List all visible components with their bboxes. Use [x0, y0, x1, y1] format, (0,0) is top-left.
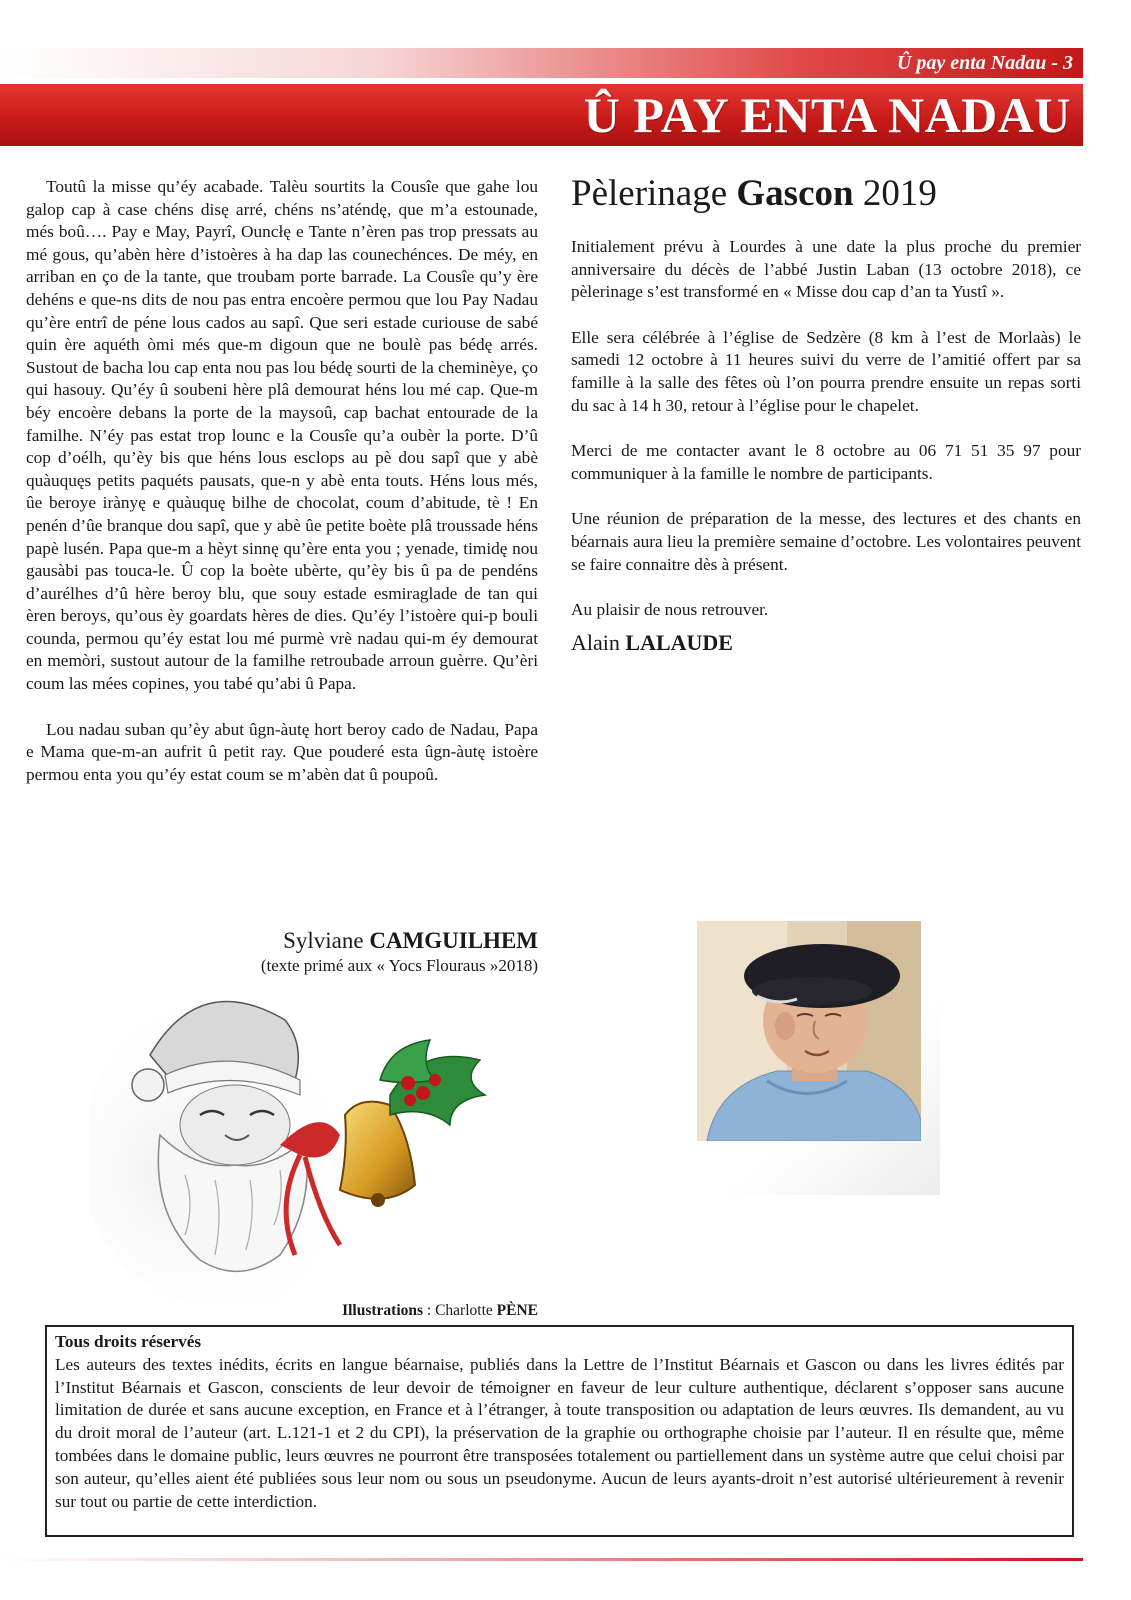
pilgrimage-paragraph-2: Elle sera célébrée à l’église de Sedzère (8 km à l’est de Morlaàs) le samedi 12 octobre à 11 heures suivi du verre de l’amitié offert par sa famille à la salle des fêtes où l’on pourra prendre ensuite un repas sorti du sac à 14 h 30, retour à l’église pour le chapelet.	[571, 327, 1081, 415]
page-title: Û PAY ENTA NADAU	[583, 87, 1071, 143]
pilgrimage-paragraph-4: Une réunion de préparation de la messe, des lectures et des chants en béarnais aura lieu la première semaine d’octobre. Les volontaires peuvent se faire connaitre dès à présent.	[571, 509, 1081, 574]
pilgrimage-paragraph-5: Au plaisir de nous retrouver.	[571, 600, 769, 620]
pilgrimage-column	[571, 172, 1081, 656]
pilgrimage-title: Pèlerinage Gascon 2019	[571, 173, 937, 214]
story-paragraph-1: Toutû la misse qu’éy acabade. Talèu sourtits la Cousîe que gahe lou galop cap à case chéns disę arré, chéns ns’aténdę, que m’a estounade, més boû…. Pay e May, Payrî, Ouncłę e Tante n’èren pas trop pressats au mé gous, qu’abèn hère d’istoères à ha dap las counechénces. De méy, en arriban en ço de la tante, que troubam porte barrade. La Cousîe qu’y ère dehéns e que-ns dits de nou pas entra encoère permou que lou Pay Nadau qu’ère entrî de péne lous cados au sapî. Que seri estade curiouse de sabé quin ère aquéth òmi més que-m digoun que ne boulè pas bédę arrés. Sustout de bacha lou cap enta nou pas lou bédę sourti de la cheminèye, ço qui hasouy. Qu’éy û soubeni hère plâ demourat héns lou mé cap. Que-m béy encoère debans la porte de la maysoû, cap bachat entourade de la familhe. N’éy pas estat trop lounc e la Cousîe qu’a oubèr la porte. D’û cop d’oélh, qu’èy bis que héns lous esclops au pè dou sapî que y abè quàuquęs petits paquéts pausats, que-n y abè enta touts. Héns lous més, ûe beroye irànyę e quàuquę bilhe de chocolat, coum d’abitude, tè ! En penén d’ûe branque dou sapî, que y abè ûe petite boète plâ troussade héns papè lusén. Papa que-m a hèyt sinnę qu’ère enta you ; yenade, timidę nou gausàbi pas touca-le. Û cop la boète ubèrte, qu’èy bis û pa de pendéns d’aurélhes d’û hère beroy blu, que souy estade esmiraglade de tan qui èren beroys, qu’ous èy goardats hères de dies. Qu’éy l’istoère qui-p bouli counda, permou qu’éy estat lou mé purmè vrè nadau qui-m éy demourat en memòri, sustout autour de la familhe retroubade arroun guèrre. Qu’èri coum las mées copines, you tabé qu’abi û Papa.	[26, 177, 538, 694]
story-column	[26, 176, 538, 809]
story-paragraph-2: Lou nadau suban qu’èy abut ûgn-àutę hort beroy cado de Nadau, Papa e Mama que-m-an aufrit û petit ray. Que pouderé esta ûgn-àutę istoère permou enta you qu’éy estat coum se m’abèn dat û poupoû.	[26, 719, 538, 784]
header-strip	[0, 48, 1083, 78]
santa-illustration-svg	[90, 985, 530, 1305]
rights-title: Tous droits réservés	[55, 1332, 202, 1351]
title-band	[0, 84, 1083, 146]
rights-body: Les auteurs des textes inédits, écrits en langue béarnaise, publiés dans la Lettre de l’Institut Béarnais et Gascon ou dans les livres édités par l’Institut Béarnais et Gascon, conscients de leur devoir de témoigner en faveur de leur culture authentique, déclarent s’opposer sans aucune limitation de durée et sans aucune exception, en France et à l’étranger, à toute transposition ou adaptation de leurs œuvres. Ils demandent, au vu du droit moral de l’auteur (art. L.121-1 et 2 du CPI), la préservation de la graphie ou orthographe choisie par l’auteur. Il en résulte que, même tombées dans le domaine public, leurs œuvres ne pourront être transposées totalement ou partiellement dans un système autre que celui choisi par son auteur, qu’elles aient été publiées sous leur nom ou sous un pseudonyme. Aucun de leurs ayants-droit n’est autorisé ultérieurement à revenir sur tout ou partie de cette interdiction.	[55, 1354, 1064, 1511]
pilgrimage-paragraph-3: Merci de me contacter avant le 8 octobre au 06 71 51 35 97 pour communiquer à la famille le nombre de participants.	[571, 441, 1081, 483]
portrait-photo	[697, 921, 921, 1141]
page-label: Û pay enta Nadau - 3	[896, 52, 1073, 74]
story-author: Sylviane CAMGUILHEM	[283, 928, 538, 953]
story-author-block	[200, 928, 538, 976]
rights-notice	[45, 1325, 1074, 1537]
santa-bell-illustration	[90, 985, 530, 1305]
story-author-note: (texte primé aux « Yocs Flouraus »2018)	[260, 956, 538, 975]
illustration-credits: Illustrations : Charlotte PÈNE	[342, 1302, 538, 1319]
portrait-svg	[697, 921, 921, 1141]
pilgrimage-paragraph-1: Initialement prévu à Lourdes à une date la plus proche du premier anniversaire du décès de l’abbé Justin Laban (13 octobre 2018), ce pèlerinage s’est transformé en « Misse dou cap d’an ta Yustî ».	[571, 237, 1081, 302]
pilgrimage-signature: Alain LALAUDE	[571, 629, 733, 655]
footer-rule	[0, 1558, 1083, 1561]
